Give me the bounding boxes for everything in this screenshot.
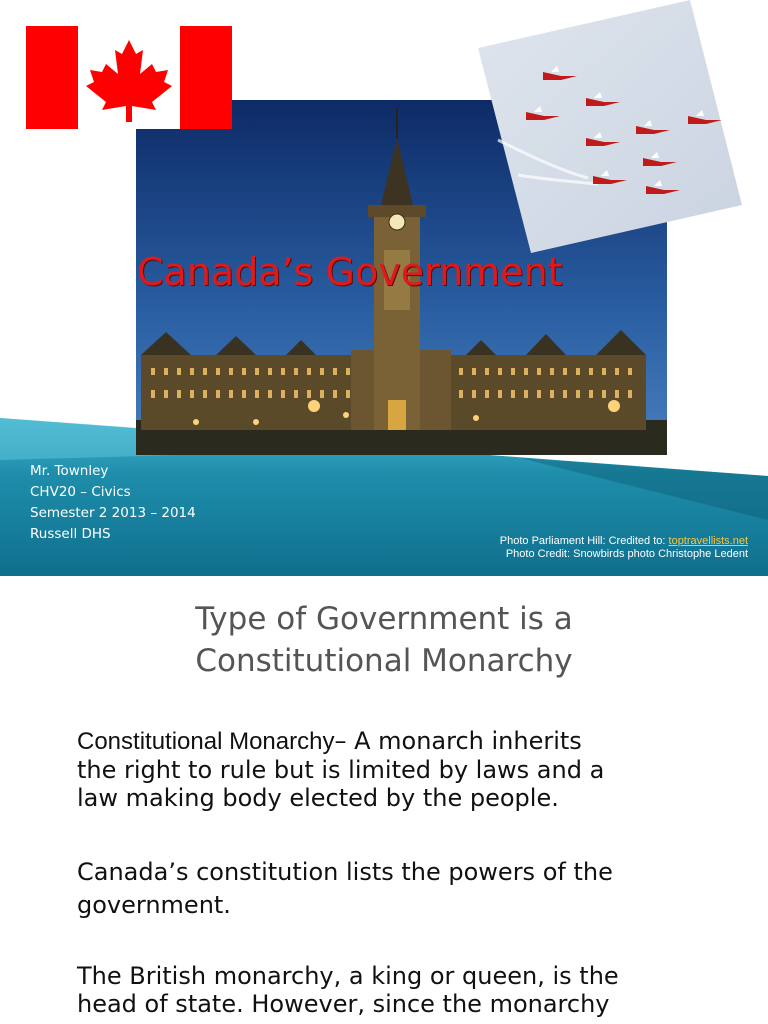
slide-title-text: Canada’s Government	[137, 250, 563, 294]
paragraph-constitution	[77, 856, 757, 922]
presenter-name: Mr. Townley	[30, 463, 109, 479]
slide-heading	[0, 598, 768, 682]
constitution-line-1: Canada’s constitution lists the powers of the	[77, 858, 613, 886]
credit-line-snowbirds: Photo Credit: Snowbirds photo Christophe Ledent	[505, 548, 748, 560]
semester: Semester 2 2013 – 2014	[30, 505, 196, 521]
credit-line-parliament	[328, 535, 748, 548]
canada-flag-icon	[26, 26, 232, 129]
heading-line-2: Constitutional Monarchy	[195, 643, 573, 679]
constitution-line-2: government.	[77, 891, 231, 919]
slide-constitutional-monarchy	[0, 586, 768, 1024]
paragraph-monarchy	[77, 962, 757, 1018]
school-name: Russell DHS	[30, 526, 111, 542]
course-code: CHV20 – Civics	[30, 484, 131, 500]
definition-line-2: the right to rule but is limited by laws and a	[77, 756, 605, 784]
monarchy-line-2: head of state. However, since the monarchy	[77, 990, 610, 1018]
definition-term: Constitutional Monarchy	[77, 728, 335, 755]
presenter-info	[30, 461, 196, 545]
photo-credits	[328, 535, 748, 561]
snowbirds-photo	[478, 0, 756, 256]
heading-line-1: Type of Government is a	[195, 601, 573, 637]
monarchy-line-1: The British monarchy, a king or queen, is the	[77, 962, 619, 990]
credit-prefix: Photo Parliament Hill: Credited to:	[499, 535, 669, 547]
paragraph-definition	[77, 727, 757, 812]
definition-text: – A monarch inherits	[334, 727, 582, 755]
credit-link[interactable]: toptravellists.net	[668, 535, 748, 547]
definition-line-3: law making body elected by the people.	[77, 784, 559, 812]
